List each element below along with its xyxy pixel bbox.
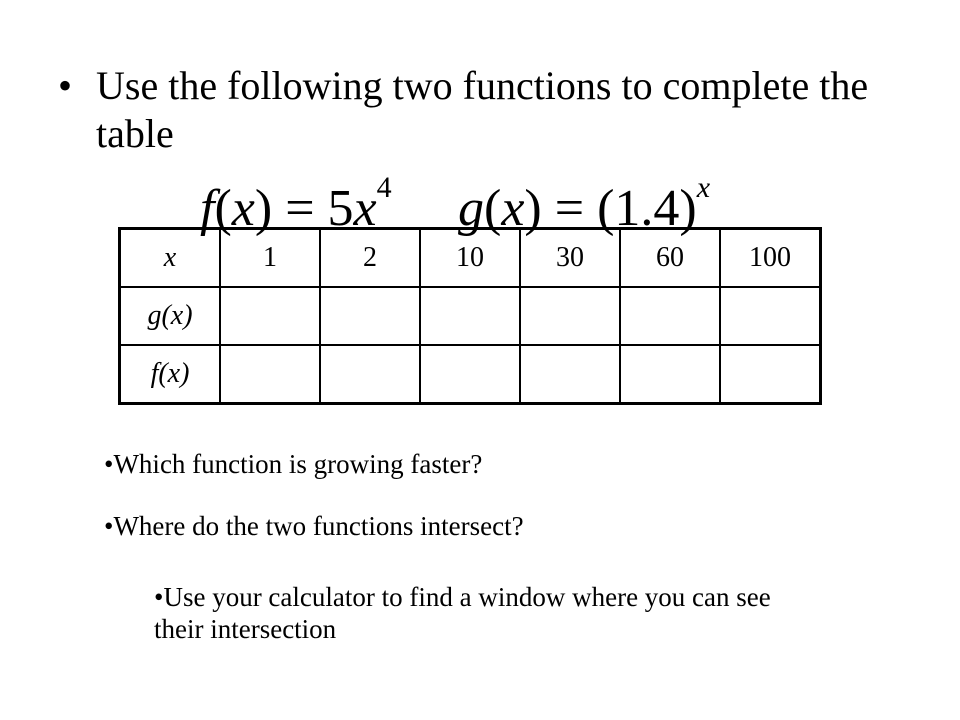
header-cell: 100 (720, 229, 821, 288)
values-table (118, 227, 822, 405)
header-cell: 2 (320, 229, 420, 288)
table-cell (320, 287, 420, 345)
question-calculator: •Use your calculator to find a window where you can see their intersection (154, 582, 771, 644)
table-cell (420, 345, 520, 404)
table-cell (720, 345, 821, 404)
row-label-g: g(x) (120, 287, 221, 345)
table-cell (420, 287, 520, 345)
formulas (200, 150, 760, 237)
bullet-dot: • (58, 63, 73, 108)
f-name: f (200, 180, 215, 237)
row-label-f: f(x) (120, 345, 221, 404)
header-x: x (120, 229, 221, 288)
main-bullet-text: Use the following two functions to complete the table (96, 63, 869, 156)
g-var: x (501, 180, 525, 237)
f-base: x (353, 180, 377, 237)
table-cell (620, 287, 720, 345)
table-cell (620, 345, 720, 404)
question-intersect: •Where do the two functions intersect? (104, 511, 524, 541)
f-exponent: 4 (376, 171, 392, 204)
header-cell: 10 (420, 229, 520, 288)
table-cell (220, 345, 320, 404)
f-open: ( (214, 180, 232, 237)
table-row-g (120, 287, 821, 345)
table-cell (720, 287, 821, 345)
header-cell: 30 (520, 229, 620, 288)
g-exponent: x (696, 171, 711, 204)
header-cell: 1 (220, 229, 320, 288)
g-name: g (458, 180, 484, 237)
table-cell (520, 287, 620, 345)
question-growth: •Which function is growing faster? (104, 449, 483, 479)
main-bullet (58, 62, 918, 158)
table-cell (520, 345, 620, 404)
table-cell (220, 287, 320, 345)
g-open: ( (484, 180, 502, 237)
table-header-row (120, 229, 821, 288)
f-close: ) = 5 (254, 180, 354, 237)
g-close: ) = (1.4) (524, 180, 697, 237)
f-var: x (231, 180, 255, 237)
table-row-f (120, 345, 821, 404)
table-cell (320, 345, 420, 404)
header-cell: 60 (620, 229, 720, 288)
